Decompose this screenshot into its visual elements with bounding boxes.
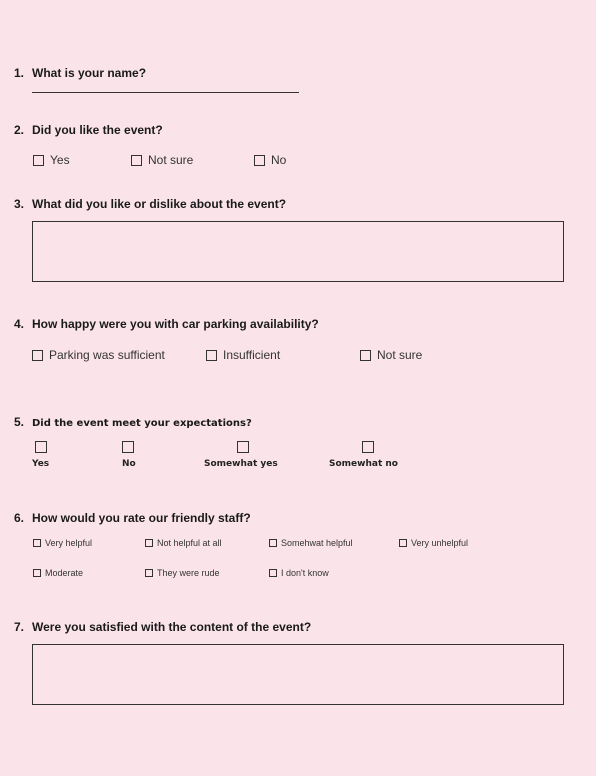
question-3-text: What did you like or dislike about the event? <box>32 197 287 211</box>
checkbox[interactable] <box>131 155 142 166</box>
q5-option-no[interactable]: No <box>122 441 136 469</box>
q2-option-no[interactable]: No <box>254 153 286 167</box>
q4-option-sufficient[interactable]: Parking was sufficient <box>32 348 165 362</box>
question-6-text: How would you rate our friendly staff? <box>32 511 251 525</box>
q2-option-not-sure[interactable]: Not sure <box>131 153 193 167</box>
checkbox[interactable] <box>362 441 374 453</box>
checkbox[interactable] <box>360 350 371 361</box>
question-6: 6. How would you rate our friendly staff? <box>14 511 251 525</box>
checkbox[interactable] <box>145 569 153 577</box>
question-1: 1. What is your name? <box>14 66 147 80</box>
q5-option-somewhat-yes[interactable]: Somewhat yes <box>204 441 278 469</box>
question-4-text: How happy were you with car parking availability? <box>32 317 319 331</box>
checkbox[interactable] <box>33 539 41 547</box>
checkbox[interactable] <box>206 350 217 361</box>
question-5-text: Did the event meet your expectations? <box>32 418 252 429</box>
q5-option-somewhat-no[interactable]: Somewhat no <box>329 441 398 469</box>
q6-option-rude[interactable]: They were rude <box>145 568 220 578</box>
question-5: 5. Did the event meet your expectations? <box>14 415 252 429</box>
q6-option-very-unhelpful[interactable]: Very unhelpful <box>399 538 468 548</box>
checkbox[interactable] <box>399 539 407 547</box>
question-1-text: What is your name? <box>32 66 147 80</box>
q6-option-dont-know[interactable]: I don't know <box>269 568 329 578</box>
question-3: 3. What did you like or dislike about the event? <box>14 197 287 211</box>
q5-option-yes[interactable]: Yes <box>32 441 49 469</box>
q2-option-yes[interactable]: Yes <box>33 153 70 167</box>
q6-option-somewhat-helpful[interactable]: Somehwat helpful <box>269 538 353 548</box>
q6-option-very-helpful[interactable]: Very helpful <box>33 538 92 548</box>
checkbox[interactable] <box>32 350 43 361</box>
checkbox[interactable] <box>33 155 44 166</box>
checkbox[interactable] <box>145 539 153 547</box>
q7-answer-box[interactable] <box>32 644 564 705</box>
checkbox[interactable] <box>237 441 249 453</box>
question-2-text: Did you like the event? <box>32 123 163 137</box>
q6-option-moderate[interactable]: Moderate <box>33 568 83 578</box>
checkbox[interactable] <box>35 441 47 453</box>
q3-answer-box[interactable] <box>32 221 564 282</box>
checkbox[interactable] <box>254 155 265 166</box>
question-4: 4. How happy were you with car parking availability? <box>14 317 319 331</box>
checkbox[interactable] <box>122 441 134 453</box>
checkbox[interactable] <box>269 539 277 547</box>
checkbox[interactable] <box>33 569 41 577</box>
q6-option-not-helpful[interactable]: Not helpful at all <box>145 538 222 548</box>
question-7: 7. Were you satisfied with the content of the event? <box>14 620 312 634</box>
name-answer-line[interactable] <box>32 92 299 93</box>
checkbox[interactable] <box>269 569 277 577</box>
question-7-text: Were you satisfied with the content of the event? <box>32 620 312 634</box>
question-2: 2. Did you like the event? <box>14 123 163 137</box>
q4-option-not-sure[interactable]: Not sure <box>360 348 422 362</box>
q4-option-insufficient[interactable]: Insufficient <box>206 348 280 362</box>
